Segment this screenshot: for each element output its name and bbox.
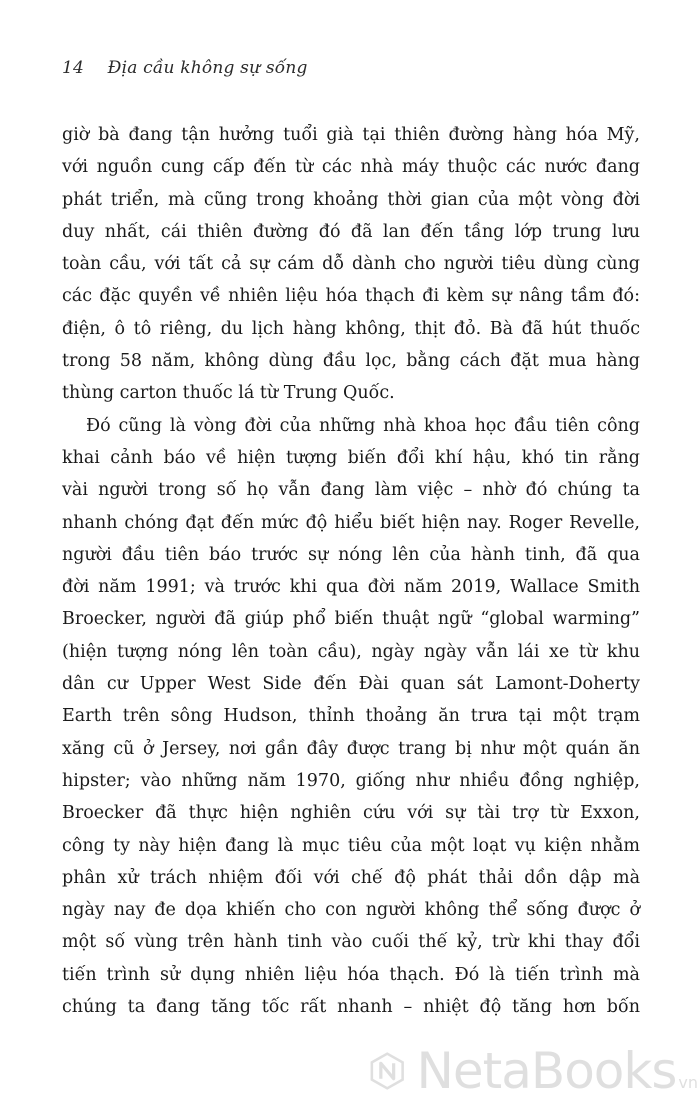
text-line: xăng cũ ở Jersey, nơi gần đây được trang bị như một quán ăn	[62, 738, 640, 759]
text-line: công ty này hiện đang là mục tiêu của một loạt vụ kiện nhằm	[62, 835, 640, 856]
text-line: tiến trình sử dụng nhiên liệu hóa thạch. Đó là tiến trình mà	[62, 964, 640, 985]
text-line: đời năm 1991; và trước khi qua đời năm 2019, Wallace Smith	[62, 577, 640, 598]
text-line: chúng ta đang tăng tốc rất nhanh – nhiệt độ tăng hơn bốn	[62, 997, 640, 1018]
text-line: (hiện tượng nóng lên toàn cầu), ngày ngày vẫn lái xe từ khu	[62, 641, 640, 662]
text-line: trong 58 năm, không dùng đầu lọc, bằng cách đặt mua hàng	[62, 351, 640, 372]
text-line: toàn cầu, với tất cả sự cám dỗ dành cho người tiêu dùng cùng	[62, 254, 640, 275]
text-line: hipster; vào những năm 1970, giống như nhiều đồng nghiệp,	[62, 770, 640, 791]
netabooks-logo-icon	[368, 1041, 406, 1101]
text-line: điện, ô tô riêng, du lịch hàng không, thịt đỏ. Bà đã hút thuốc	[62, 318, 640, 339]
watermark-suffix: vn	[678, 1073, 698, 1092]
text-line: nhanh chóng đạt đến mức độ hiểu biết hiện nay. Roger Revelle,	[62, 512, 640, 533]
text-line: phát triển, mà cũng trong khoảng thời gian của một vòng đời	[62, 189, 640, 210]
text-line: Đó cũng là vòng đời của những nhà khoa học đầu tiên công	[86, 415, 640, 436]
text-line: thùng carton thuốc lá từ Trung Quốc.	[62, 383, 395, 404]
text-line: giờ bà đang tận hưởng tuổi già tại thiên đường hàng hóa Mỹ,	[62, 125, 640, 145]
text-line: vài người trong số họ vẫn đang làm việc – nhờ đó chúng ta	[62, 480, 640, 501]
text-line: Broecker, người đã giúp phổ biến thuật ngữ “global warming”	[62, 609, 640, 630]
chapter-title: Địa cầu không sự sống	[107, 58, 308, 78]
running-header	[62, 58, 308, 78]
page-number: 14	[62, 58, 85, 78]
text-line: một số vùng trên hành tinh vào cuối thế kỷ, trừ khi thay đổi	[62, 932, 640, 953]
text-line: Earth trên sông Hudson, thỉnh thoảng ăn trưa tại một trạm	[62, 706, 640, 727]
text-line: ngày nay đe dọa khiến cho con người không thể sống được ở	[62, 900, 640, 921]
text-line: người đầu tiên báo trước sự nóng lên của hành tinh, đã qua	[62, 544, 640, 565]
watermark-brand: NetaBooks	[416, 1042, 677, 1100]
text-line: các đặc quyền về nhiên liệu hóa thạch đi kèm sự nâng tầm đó:	[62, 286, 640, 307]
text-line: duy nhất, cái thiên đường đó đã lan đến tầng lớp trung lưu	[62, 221, 640, 242]
paragraph-2	[62, 410, 640, 1024]
body-text	[62, 119, 640, 1023]
paragraph-1	[62, 119, 640, 410]
text-line: phân xử trách nhiệm đối với chế độ phát thải dồn dập mà	[62, 867, 640, 888]
text-line: với nguồn cung cấp đến từ các nhà máy thuộc các nước đang	[62, 157, 640, 178]
text-line: dân cư Upper West Side đến Đài quan sát Lamont-Doherty	[62, 674, 640, 695]
text-line: khai cảnh báo về hiện tượng biến đổi khí hậu, khó tin rằng	[62, 447, 640, 468]
watermark	[368, 1040, 698, 1102]
text-line: Broecker đã thực hiện nghiên cứu với sự tài trợ từ Exxon,	[62, 803, 640, 824]
